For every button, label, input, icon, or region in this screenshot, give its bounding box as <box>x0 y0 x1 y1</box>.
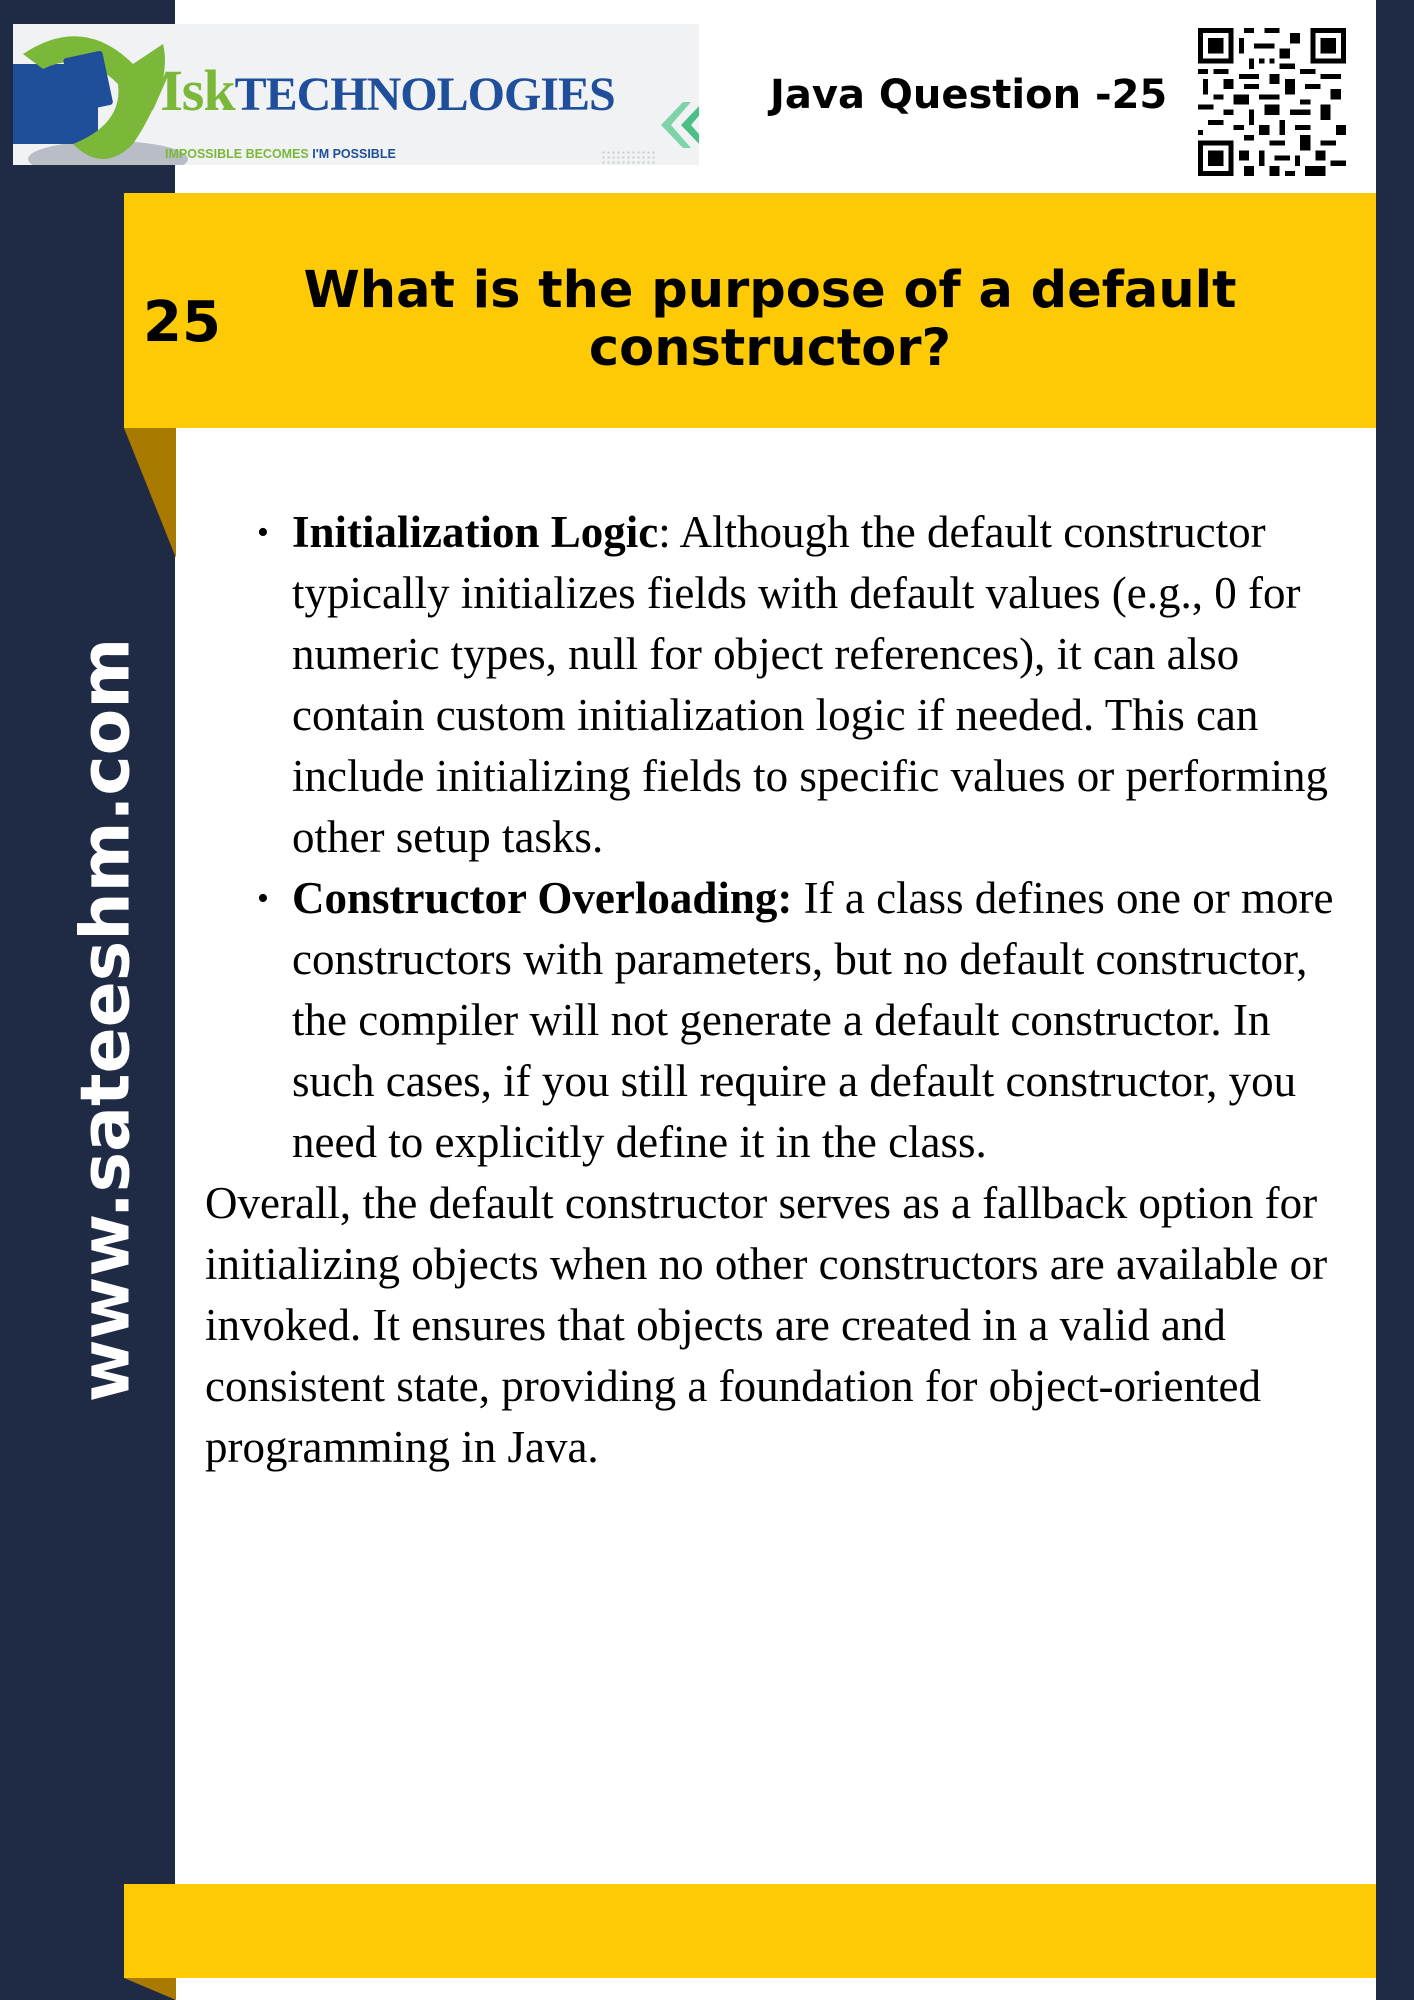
answer-content <box>205 502 1355 1478</box>
banner-fold-decoration <box>124 428 176 558</box>
logo-wordmark <box>128 58 615 123</box>
bullet-term: Constructor Overloading: <box>292 873 793 923</box>
website-vertical-text: www.sateeshm.com <box>66 637 146 1403</box>
question-title: What is the purpose of a default constructor? <box>303 261 1237 378</box>
qr-code-icon <box>1198 28 1346 176</box>
right-border-band <box>1376 0 1414 2000</box>
bullet-text: If a class defines one or more constructors with parameters, but no default constructor, the compiler will not generate a default constructor. In such cases, if you still require a default constructor, you need to explicitly define it in the class. <box>292 873 1334 1167</box>
list-item <box>292 502 1355 868</box>
list-item <box>292 868 1355 1173</box>
logo-brand-suffix: TECHNOLOGIES <box>234 68 615 121</box>
logo-dot-pattern <box>601 150 657 165</box>
logo-tagline <box>165 147 396 161</box>
answer-bullet-list <box>205 502 1355 1173</box>
bullet-term: Initialization Logic <box>292 507 659 557</box>
question-number: 25 <box>143 290 221 355</box>
logo-tagline-part1: IMPOSSIBLE BECOMES <box>165 147 313 161</box>
footer-fold-decoration <box>124 1978 176 2000</box>
conclusion-paragraph: Overall, the default constructor serves as a fallback option for initializing objects when no other constructors are available or invoked. It ensures that objects are created in a valid and consistent state, providing a foundation for object-oriented programming in Java. <box>205 1178 1328 1472</box>
footer-bar <box>124 1884 1376 1978</box>
double-chevron-left-icon <box>661 102 699 148</box>
bullet-text: : Although the default constructor typically initializes fields with default values (e.g., 0 for numeric types, null for object references), it can also contain custom initialization logic if needed. This can include initializing fields to specific values or performing other setup tasks. <box>292 507 1328 862</box>
logo-brand-prefix: Msk <box>128 58 235 123</box>
logo-tagline-part2: I'M POSSIBLE <box>312 147 396 161</box>
series-title: Java Question -25 <box>770 72 1168 118</box>
company-logo <box>13 24 699 165</box>
